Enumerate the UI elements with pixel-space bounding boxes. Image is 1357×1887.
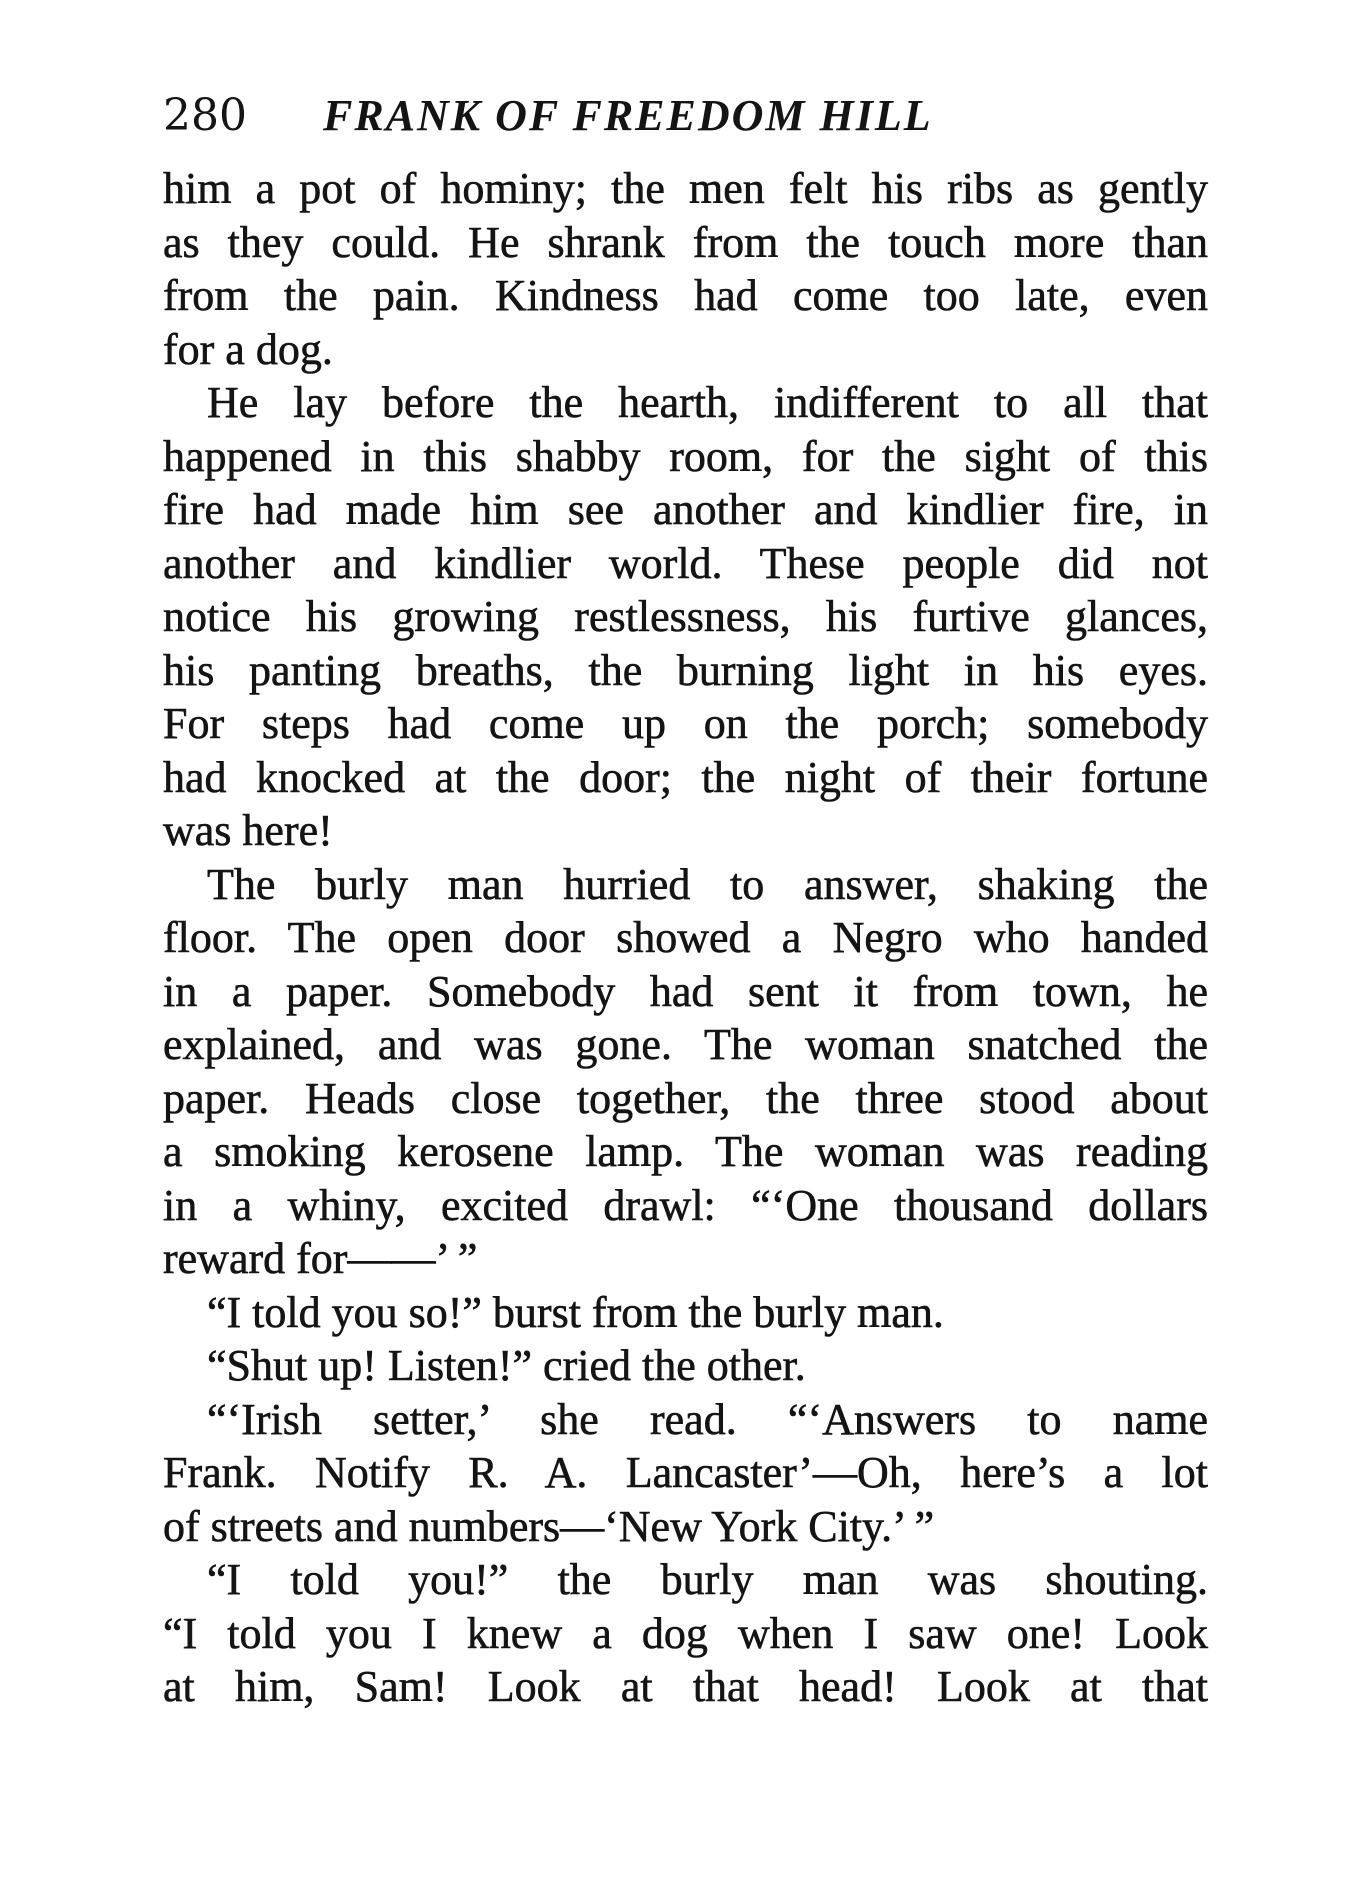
text-line: “I told you I knew a dog when I saw one! Look: [163, 1608, 1208, 1658]
body-text: [163, 162, 1208, 1714]
paragraph-3: [163, 858, 1208, 1286]
text-line: happened in this shabby room, for the sight of this: [163, 431, 1208, 481]
text-line: his panting breaths, the burning light in his eyes.: [163, 645, 1208, 695]
text-line: a smoking kerosene lamp. The woman was reading: [163, 1127, 1208, 1176]
text-line: was here!: [163, 806, 333, 855]
text-line: another and kindlier world. These people did not: [163, 538, 1208, 588]
text-line: of streets and numbers—‘New York City.’ ”: [163, 1501, 935, 1551]
text-line: reward for——’ ”: [163, 1234, 478, 1283]
text-line: had knocked at the door; the night of their fortune: [163, 752, 1208, 802]
text-line: “I told you so!” burst from the burly man.: [207, 1287, 944, 1337]
page-header: [163, 86, 1043, 146]
paragraph-2: [163, 376, 1208, 858]
text-line: fire had made him see another and kindlier fire, in: [163, 485, 1208, 534]
paragraph-4: [163, 1286, 1208, 1340]
paragraph-1: [163, 162, 1208, 376]
text-line: The burly man hurried to answer, shaking the: [207, 859, 1208, 909]
text-line: for a dog.: [163, 324, 333, 374]
text-line: “‘Irish setter,’ she read. “‘Answers to name: [207, 1394, 1208, 1444]
text-line: as they could. He shrank from the touch more than: [163, 217, 1208, 267]
text-line: him a pot of hominy; the men felt his ribs as gently: [163, 164, 1208, 213]
text-line: in a whiny, excited drawl: “‘One thousand dollars: [163, 1180, 1208, 1230]
text-line: at him, Sam! Look at that head! Look at that: [163, 1662, 1208, 1711]
paragraph-6: [163, 1393, 1208, 1554]
text-line: floor. The open door showed a Negro who handed: [163, 913, 1208, 962]
paragraph-5: [163, 1339, 1208, 1393]
text-line: explained, and was gone. The woman snatched the: [163, 1020, 1208, 1069]
text-line: For steps had come up on the porch; somebody: [163, 699, 1208, 748]
text-line: “I told you!” the burly man was shouting.: [207, 1555, 1208, 1604]
paragraph-7: [163, 1553, 1208, 1714]
text-line: from the pain. Kindness had come too late, even: [163, 271, 1208, 320]
text-line: notice his growing restlessness, his furtive glances,: [163, 592, 1208, 641]
text-line: Frank. Notify R. A. Lancaster’—Oh, here’s a lot: [163, 1448, 1208, 1497]
running-title: FRANK OF FREEDOM HILL: [322, 91, 933, 140]
text-line: in a paper. Somebody had sent it from town, he: [163, 966, 1208, 1016]
text-line: paper. Heads close together, the three stood about: [163, 1073, 1208, 1123]
text-line: “Shut up! Listen!” cried the other.: [207, 1341, 806, 1390]
page-number: 280: [163, 90, 247, 141]
text-line: He lay before the hearth, indifferent to all that: [207, 378, 1208, 427]
